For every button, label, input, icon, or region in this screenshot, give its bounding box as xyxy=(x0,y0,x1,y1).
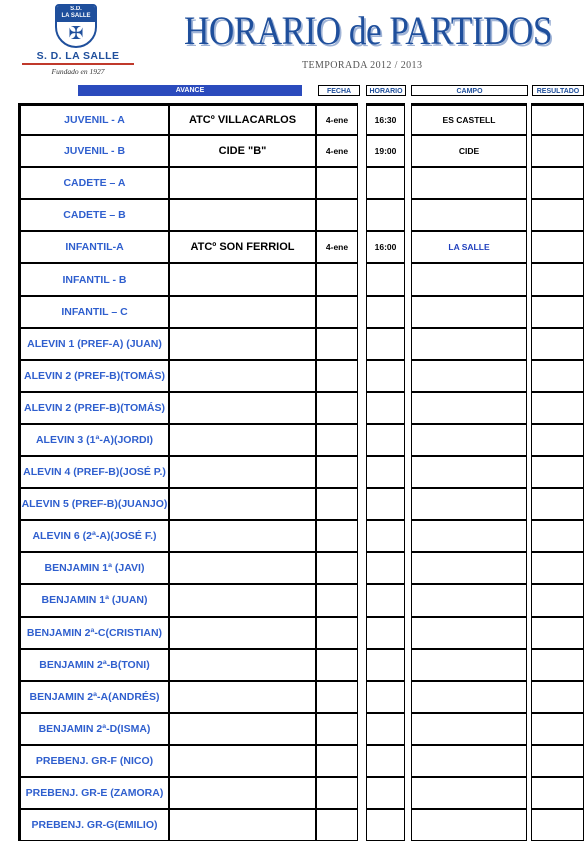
time-cell xyxy=(366,777,405,809)
team-cell: BENJAMIN 2ª-C(CRISTIAN) xyxy=(18,617,169,649)
founded-text: Fundado en 1927 xyxy=(51,67,105,76)
table-row xyxy=(18,296,587,328)
field-cell xyxy=(411,777,527,809)
time-cell xyxy=(366,328,405,360)
time-cell xyxy=(366,488,405,520)
header-resultado: RESULTADO xyxy=(532,85,584,96)
result-cell xyxy=(531,681,584,713)
field-cell xyxy=(411,649,527,681)
table-row xyxy=(18,456,587,488)
date-cell xyxy=(316,263,358,295)
table-row xyxy=(18,231,587,263)
table-row xyxy=(18,681,587,713)
date-cell xyxy=(316,552,358,584)
date-cell xyxy=(316,649,358,681)
date-cell xyxy=(316,328,358,360)
time-cell xyxy=(366,263,405,295)
result-cell xyxy=(531,392,584,424)
team-cell: JUVENIL - B xyxy=(18,135,169,167)
opponent-cell xyxy=(169,360,316,392)
team-cell: PREBENJ. GR-G(EMILIO) xyxy=(18,809,169,841)
table-row xyxy=(18,617,587,649)
time-cell xyxy=(366,617,405,649)
opponent-cell: ATCº VILLACARLOS xyxy=(169,103,316,135)
opponent-cell xyxy=(169,520,316,552)
club-shield-icon xyxy=(55,4,97,48)
date-cell: 4-ene xyxy=(316,103,358,135)
field-cell: CIDE xyxy=(411,135,527,167)
opponent-cell: CIDE "B" xyxy=(169,135,316,167)
time-cell xyxy=(366,649,405,681)
result-cell xyxy=(531,456,584,488)
header-campo: CAMPO xyxy=(411,85,528,96)
opponent-cell xyxy=(169,713,316,745)
date-cell xyxy=(316,488,358,520)
team-cell: ALEVIN 2 (PREF-B)(TOMÁS) xyxy=(18,360,169,392)
team-cell: BENJAMIN 2ª-D(ISMA) xyxy=(18,713,169,745)
team-cell: ALEVIN 6 (2ª-A)(JOSÉ F.) xyxy=(18,520,169,552)
result-cell xyxy=(531,231,584,263)
time-cell xyxy=(366,424,405,456)
date-cell xyxy=(316,681,358,713)
time-cell xyxy=(366,167,405,199)
date-cell xyxy=(316,199,358,231)
team-cell: ALEVIN 3 (1ª-A)(JORDI) xyxy=(18,424,169,456)
table-row xyxy=(18,777,587,809)
table-row xyxy=(18,584,587,616)
field-cell xyxy=(411,745,527,777)
result-cell xyxy=(531,713,584,745)
field-cell: LA SALLE xyxy=(411,231,527,263)
field-cell xyxy=(411,552,527,584)
field-cell xyxy=(411,328,527,360)
table-row xyxy=(18,199,587,231)
field-cell xyxy=(411,424,527,456)
result-cell xyxy=(531,617,584,649)
result-cell xyxy=(531,777,584,809)
opponent-cell xyxy=(169,328,316,360)
schedule-table xyxy=(18,103,587,841)
time-cell xyxy=(366,681,405,713)
team-cell: PREBENJ. GR-E (ZAMORA) xyxy=(18,777,169,809)
page-title: HORARIO de PARTIDOS xyxy=(184,8,552,53)
date-cell xyxy=(316,296,358,328)
field-cell xyxy=(411,520,527,552)
result-cell xyxy=(531,199,584,231)
time-cell: 19:00 xyxy=(366,135,405,167)
opponent-cell xyxy=(169,584,316,616)
season-label: TEMPORADA 2012 / 2013 xyxy=(302,60,423,71)
date-cell xyxy=(316,777,358,809)
table-row xyxy=(18,809,587,841)
team-cell: ALEVIN 1 (PREF-A) (JUAN) xyxy=(18,328,169,360)
team-cell: BENJAMIN 1ª (JUAN) xyxy=(18,584,169,616)
opponent-cell xyxy=(169,745,316,777)
date-cell: 4-ene xyxy=(316,231,358,263)
date-cell xyxy=(316,584,358,616)
result-cell xyxy=(531,552,584,584)
field-cell xyxy=(411,167,527,199)
field-cell xyxy=(411,488,527,520)
team-cell: BENJAMIN 2ª-B(TONI) xyxy=(18,649,169,681)
table-row xyxy=(18,360,587,392)
team-cell: INFANTIL – C xyxy=(18,296,169,328)
result-cell xyxy=(531,360,584,392)
result-cell xyxy=(531,649,584,681)
club-logo xyxy=(22,4,138,78)
date-cell xyxy=(316,456,358,488)
team-cell: INFANTIL - B xyxy=(18,263,169,295)
team-cell: CADETE – A xyxy=(18,167,169,199)
opponent-cell xyxy=(169,681,316,713)
time-cell xyxy=(366,456,405,488)
field-cell xyxy=(411,392,527,424)
table-row xyxy=(18,328,587,360)
result-cell xyxy=(531,167,584,199)
opponent-cell xyxy=(169,456,316,488)
shield-bottom-text: LA SALLE xyxy=(61,13,91,19)
opponent-cell xyxy=(169,488,316,520)
shield-top-text: S.D. xyxy=(70,6,82,12)
field-cell xyxy=(411,617,527,649)
field-cell xyxy=(411,809,527,841)
result-cell xyxy=(531,584,584,616)
table-row xyxy=(18,135,587,167)
opponent-cell xyxy=(169,777,316,809)
time-cell xyxy=(366,360,405,392)
result-cell xyxy=(531,296,584,328)
table-row xyxy=(18,488,587,520)
result-cell xyxy=(531,263,584,295)
club-name: S. D. LA SALLE xyxy=(22,50,134,65)
time-cell xyxy=(366,584,405,616)
table-row xyxy=(18,552,587,584)
table-row xyxy=(18,392,587,424)
table-row xyxy=(18,713,587,745)
date-cell xyxy=(316,809,358,841)
opponent-cell xyxy=(169,649,316,681)
result-cell xyxy=(531,424,584,456)
date-cell xyxy=(316,745,358,777)
team-cell: ALEVIN 2 (PREF-B)(TOMÁS) xyxy=(18,392,169,424)
date-cell: 4-ene xyxy=(316,135,358,167)
field-cell xyxy=(411,263,527,295)
opponent-cell xyxy=(169,199,316,231)
opponent-cell xyxy=(169,552,316,584)
opponent-cell xyxy=(169,167,316,199)
team-cell: CADETE – B xyxy=(18,199,169,231)
result-cell xyxy=(531,809,584,841)
time-cell xyxy=(366,199,405,231)
field-cell xyxy=(411,456,527,488)
team-cell: PREBENJ. GR-F (NICO) xyxy=(18,745,169,777)
time-cell xyxy=(366,392,405,424)
header-avance: AVANCE xyxy=(78,85,302,96)
date-cell xyxy=(316,424,358,456)
table-row xyxy=(18,745,587,777)
date-cell xyxy=(316,520,358,552)
opponent-cell: ATCº SON FERRIOL xyxy=(169,231,316,263)
opponent-cell xyxy=(169,392,316,424)
result-cell xyxy=(531,488,584,520)
team-cell: BENJAMIN 1ª (JAVI) xyxy=(18,552,169,584)
date-cell xyxy=(316,360,358,392)
time-cell xyxy=(366,745,405,777)
date-cell xyxy=(316,392,358,424)
time-cell xyxy=(366,520,405,552)
cross-icon: ✠ xyxy=(68,23,84,44)
field-cell xyxy=(411,199,527,231)
opponent-cell xyxy=(169,424,316,456)
header-horario: HORARIO xyxy=(366,85,406,96)
result-cell xyxy=(531,135,584,167)
field-cell xyxy=(411,584,527,616)
time-cell xyxy=(366,809,405,841)
time-cell xyxy=(366,713,405,745)
field-cell: ES CASTELL xyxy=(411,103,527,135)
table-row xyxy=(18,263,587,295)
team-cell: BENJAMIN 2ª-A(ANDRÉS) xyxy=(18,681,169,713)
team-cell: JUVENIL - A xyxy=(18,103,169,135)
result-cell xyxy=(531,745,584,777)
result-cell xyxy=(531,328,584,360)
table-row xyxy=(18,520,587,552)
date-cell xyxy=(316,713,358,745)
date-cell xyxy=(316,617,358,649)
time-cell: 16:00 xyxy=(366,231,405,263)
table-row xyxy=(18,103,587,135)
time-cell xyxy=(366,552,405,584)
table-row xyxy=(18,424,587,456)
field-cell xyxy=(411,296,527,328)
team-cell: INFANTIL-A xyxy=(18,231,169,263)
opponent-cell xyxy=(169,617,316,649)
opponent-cell xyxy=(169,809,316,841)
table-row xyxy=(18,649,587,681)
opponent-cell xyxy=(169,296,316,328)
table-row xyxy=(18,167,587,199)
team-cell: ALEVIN 5 (PREF-B)(JUANJO) xyxy=(18,488,169,520)
time-cell xyxy=(366,296,405,328)
time-cell: 16:30 xyxy=(366,103,405,135)
date-cell xyxy=(316,167,358,199)
result-cell xyxy=(531,103,584,135)
header-fecha: FECHA xyxy=(318,85,360,96)
field-cell xyxy=(411,360,527,392)
result-cell xyxy=(531,520,584,552)
field-cell xyxy=(411,713,527,745)
field-cell xyxy=(411,681,527,713)
team-cell: ALEVIN 4 (PREF-B)(JOSÉ P.) xyxy=(18,456,169,488)
opponent-cell xyxy=(169,263,316,295)
